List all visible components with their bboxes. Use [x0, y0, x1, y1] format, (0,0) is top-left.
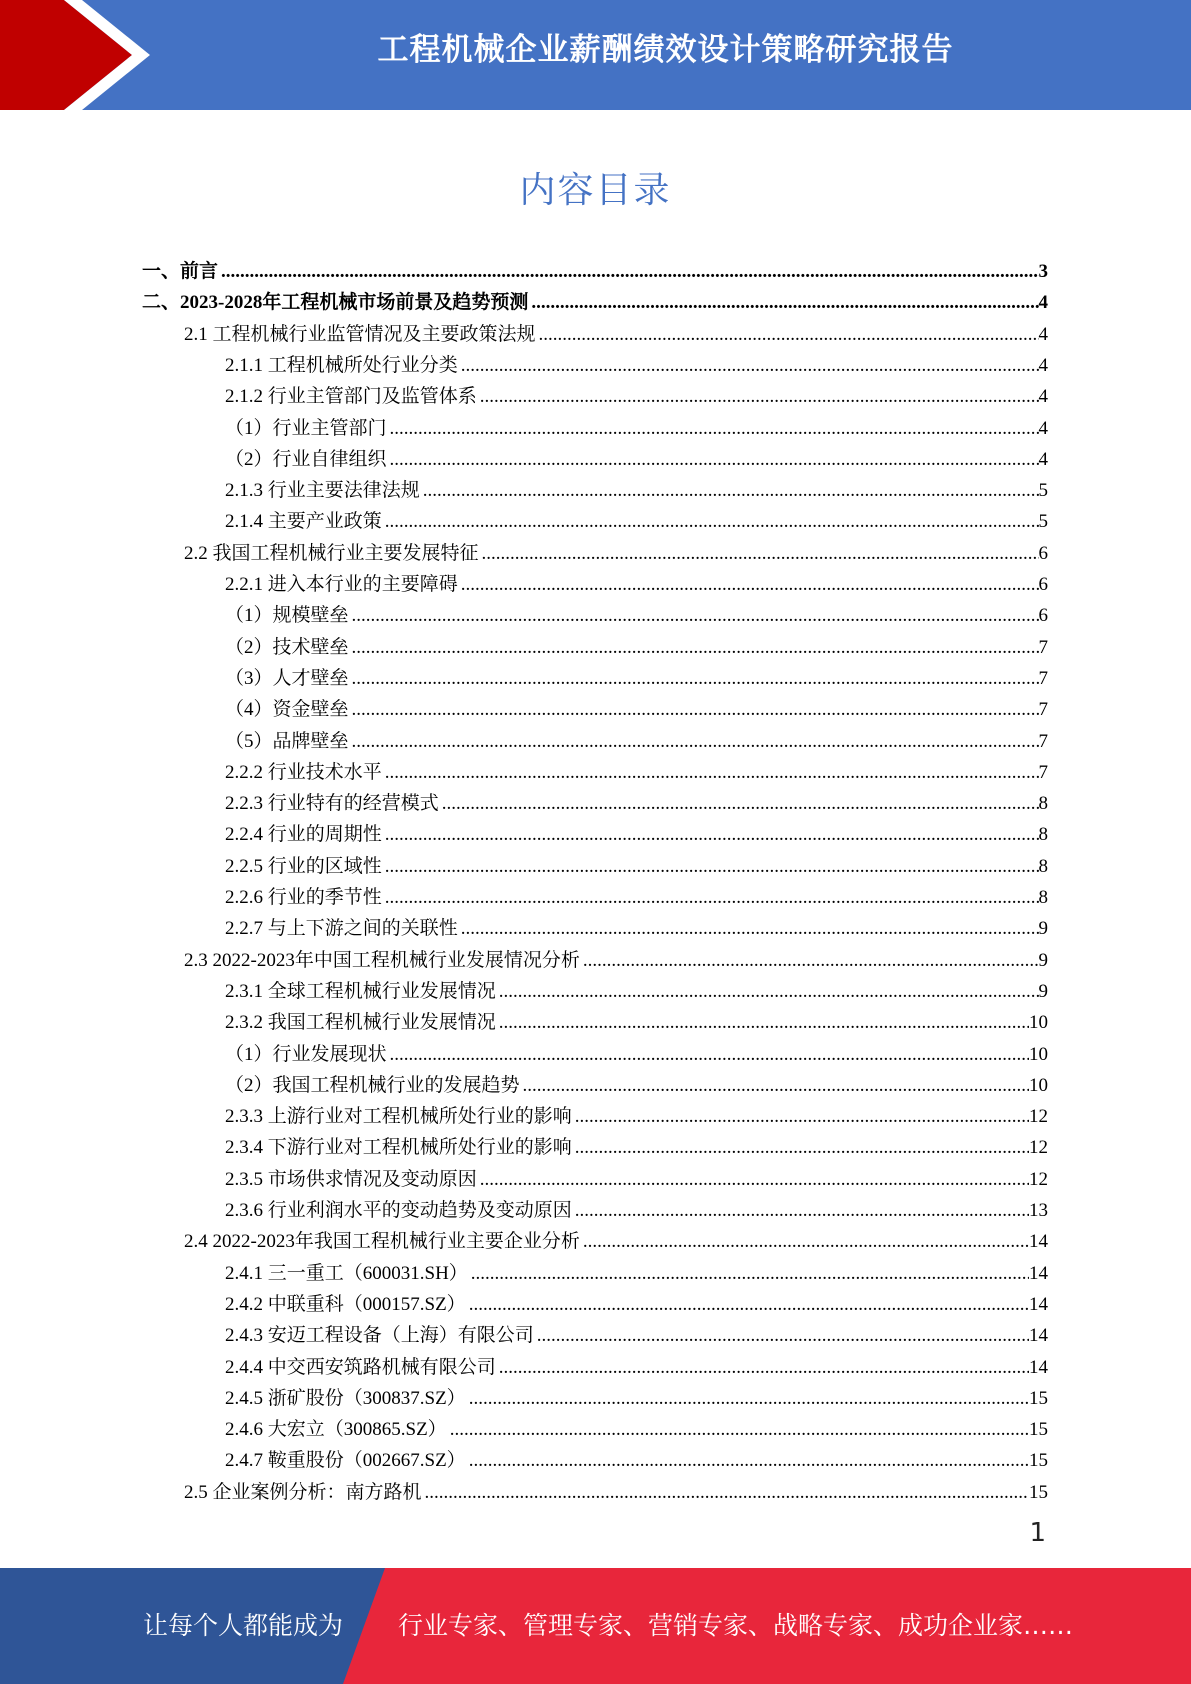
toc-entry-page: 7 — [1038, 667, 1048, 689]
toc-dot-leader — [480, 1168, 1029, 1192]
toc-entry-page: 4 — [1038, 354, 1048, 376]
toc-entry-title: 2.3.3 上游行业对工程机械所处行业的影响 — [225, 1106, 572, 1128]
toc-entry[interactable] — [225, 1411, 1048, 1442]
toc-entry[interactable] — [225, 1036, 1048, 1067]
toc-entry[interactable] — [225, 1349, 1048, 1380]
toc-entry[interactable] — [225, 1192, 1048, 1223]
toc-entry[interactable] — [142, 253, 1048, 284]
toc-entry-title: （4）资金壁垒 — [225, 699, 349, 721]
toc-entry-page: 14 — [1029, 1325, 1048, 1347]
toc-entry[interactable] — [225, 472, 1048, 503]
toc-dot-leader — [425, 1481, 1029, 1505]
toc-entry[interactable] — [225, 848, 1048, 879]
toc-entry[interactable] — [142, 284, 1048, 315]
toc-entry-page: 9 — [1038, 949, 1048, 971]
toc-entry[interactable] — [225, 785, 1048, 816]
toc-entry-page: 14 — [1029, 1262, 1048, 1284]
toc-entry-page: 9 — [1038, 918, 1048, 940]
toc-entry-page: 6 — [1038, 605, 1048, 627]
toc-entry[interactable] — [225, 566, 1048, 597]
toc-entry-title: 一、前言 — [142, 261, 219, 282]
toc-dot-leader — [423, 479, 1039, 503]
toc-entry-title: （2）我国工程机械行业的发展趋势 — [225, 1074, 520, 1096]
toc-entry-title: （2）技术壁垒 — [225, 636, 349, 658]
toc-dot-leader — [469, 1387, 1029, 1411]
toc-entry-page: 4 — [1038, 448, 1048, 470]
toc-dot-leader — [390, 448, 1039, 472]
toc-entry[interactable] — [225, 1442, 1048, 1473]
page-header — [0, 0, 1191, 110]
page-number: 1 — [1029, 1518, 1046, 1548]
toc-entry-title: 2.2.2 行业技术水平 — [225, 761, 382, 783]
toc-entry-page: 15 — [1029, 1419, 1048, 1441]
toc-dot-leader — [531, 291, 1038, 315]
toc-dot-leader — [537, 1324, 1029, 1348]
toc-entry-title: （1）行业发展现状 — [225, 1043, 387, 1065]
toc-entry-page: 10 — [1029, 1043, 1048, 1065]
report-title: 工程机械企业薪酬绩效设计策略研究报告 — [377, 32, 954, 68]
toc-entry[interactable] — [225, 441, 1048, 472]
toc-dot-leader — [461, 917, 1039, 941]
toc-entry[interactable] — [225, 629, 1048, 660]
toc-entry[interactable] — [225, 691, 1048, 722]
toc-entry[interactable] — [225, 597, 1048, 628]
toc-dot-leader — [482, 542, 1039, 566]
toc-heading: 内容目录 — [519, 170, 672, 211]
toc-dot-leader — [352, 698, 1039, 722]
toc-dot-leader — [385, 510, 1039, 534]
toc-entry-page: 4 — [1038, 417, 1048, 439]
toc-entry-title: 2.3.5 市场供求情况及变动原因 — [225, 1168, 477, 1190]
toc-entry-title: 2.3.6 行业利润水平的变动趋势及变动原因 — [225, 1200, 572, 1221]
toc-entry-page: 5 — [1038, 511, 1048, 533]
toc-dot-leader — [575, 1105, 1029, 1129]
toc-entry[interactable] — [225, 1286, 1048, 1317]
toc-entry[interactable] — [184, 1474, 1048, 1505]
toc-entry-title: 2.2.7 与上下游之间的关联性 — [225, 918, 458, 940]
toc-dot-leader — [523, 1074, 1029, 1098]
toc-entry-page: 5 — [1038, 480, 1048, 502]
toc-entry-title: 2.4.4 中交西安筑路机械有限公司 — [225, 1356, 496, 1378]
toc-entry[interactable] — [225, 347, 1048, 378]
toc-entry-title: 2.4 2022-2023年我国工程机械行业主要企业分析 — [184, 1231, 580, 1253]
toc-entry-page: 7 — [1038, 699, 1048, 721]
footer-slogan-right: 行业专家、管理专家、营销专家、战略专家、成功企业家…… — [398, 1611, 1074, 1640]
toc-entry-title: 2.3.1 全球工程机械行业发展情况 — [225, 980, 496, 1002]
toc-entry-page: 14 — [1029, 1293, 1048, 1315]
toc-entry-page: 7 — [1038, 761, 1048, 783]
toc-dot-leader — [583, 1230, 1029, 1254]
toc-entry-page: 13 — [1029, 1200, 1048, 1221]
toc-entry[interactable] — [225, 910, 1048, 941]
toc-entry-title: （1）规模壁垒 — [225, 605, 349, 627]
toc-entry-page: 3 — [1038, 261, 1048, 282]
toc-entry-title: 2.1.2 行业主管部门及监管体系 — [225, 386, 477, 408]
toc-dot-leader — [499, 980, 1039, 1004]
toc-dot-leader — [583, 949, 1039, 973]
toc-dot-leader — [352, 636, 1039, 660]
toc-entry-title: 2.4.6 大宏立（300865.SZ） — [225, 1419, 447, 1441]
toc-entry-page: 14 — [1029, 1356, 1048, 1378]
toc-dot-leader — [352, 667, 1039, 691]
toc-entry-title: （2）行业自律组织 — [225, 448, 387, 470]
toc-dot-leader — [575, 1199, 1029, 1223]
toc-entry-page: 15 — [1029, 1450, 1048, 1472]
toc-entry-page: 9 — [1038, 980, 1048, 1002]
toc-entry-title: （3）人才壁垒 — [225, 667, 349, 689]
toc-entry-page: 12 — [1029, 1106, 1048, 1128]
toc-dot-leader — [385, 761, 1039, 785]
toc-entry[interactable] — [225, 723, 1048, 754]
toc-entry-page: 8 — [1038, 887, 1048, 908]
toc-entry-page: 7 — [1038, 636, 1048, 658]
toc-dot-leader — [352, 604, 1039, 628]
toc-entry[interactable] — [225, 1129, 1048, 1160]
page-footer — [0, 1568, 1191, 1684]
toc-entry[interactable] — [225, 816, 1048, 847]
toc-entry-title: 2.3.2 我国工程机械行业发展情况 — [225, 1012, 496, 1034]
toc-entry-title: 2.4.2 中联重科（000157.SZ） — [225, 1293, 466, 1315]
toc-entry-page: 6 — [1038, 542, 1048, 564]
toc-entry-page: 8 — [1038, 793, 1048, 815]
toc-entry[interactable] — [225, 1380, 1048, 1411]
toc-dot-leader — [499, 1011, 1029, 1035]
toc-entry-title: 2.1.1 工程机械所处行业分类 — [225, 354, 458, 376]
header-arrow-decoration — [0, 0, 160, 110]
toc-dot-leader — [385, 823, 1039, 847]
toc-dot-leader — [539, 323, 1039, 347]
toc-dot-leader — [471, 1262, 1029, 1286]
toc-dot-leader — [450, 1418, 1029, 1442]
toc-entry[interactable] — [225, 1098, 1048, 1129]
toc-entry[interactable] — [225, 410, 1048, 441]
toc-entry-page: 15 — [1029, 1387, 1048, 1409]
toc-entry-page: 8 — [1038, 824, 1048, 846]
toc-entry-title: 2.2.1 进入本行业的主要障碍 — [225, 574, 458, 595]
toc-dot-leader — [442, 792, 1039, 816]
toc-dot-leader — [385, 886, 1039, 910]
toc-entry-page: 4 — [1038, 386, 1048, 408]
toc-entry-title: 2.1.3 行业主要法律法规 — [225, 480, 420, 502]
toc-entry-page: 8 — [1038, 855, 1048, 877]
toc-entry-title: 2.3.4 下游行业对工程机械所处行业的影响 — [225, 1137, 572, 1159]
toc-dot-leader — [469, 1449, 1029, 1473]
toc-entry-page: 10 — [1029, 1074, 1048, 1096]
toc-entry-title: 2.2.4 行业的周期性 — [225, 824, 382, 846]
toc-entry-page: 4 — [1038, 323, 1048, 345]
toc-entry-title: 2.4.1 三一重工（600031.SH） — [225, 1262, 468, 1284]
toc-entry[interactable] — [225, 1255, 1048, 1286]
toc-dot-leader — [461, 573, 1039, 597]
toc-dot-leader — [480, 385, 1039, 409]
toc-dot-leader — [575, 1136, 1029, 1160]
toc-entry-title: 2.2 我国工程机械行业主要发展特征 — [184, 542, 479, 564]
footer-slogan-left: 让每个人都能成为 — [143, 1611, 344, 1640]
toc-entry[interactable] — [184, 535, 1048, 566]
toc-entry[interactable] — [225, 1317, 1048, 1348]
toc-dot-leader — [390, 1043, 1029, 1067]
toc-entry-title: 2.2.3 行业特有的经营模式 — [225, 793, 439, 815]
toc-entry[interactable] — [225, 973, 1048, 1004]
toc-dot-leader — [390, 417, 1039, 441]
toc-entry[interactable] — [225, 1161, 1048, 1192]
toc-entry-title: （5）品牌壁垒 — [225, 730, 349, 752]
toc-entry-title: 二、2023-2028年工程机械市场前景及趋势预测 — [142, 292, 529, 314]
toc-dot-leader — [352, 730, 1039, 754]
toc-entry-title: 2.4.3 安迈工程设备（上海）有限公司 — [225, 1325, 534, 1347]
toc-entry-title: 2.1 工程机械行业监管情况及主要政策法规 — [184, 323, 536, 345]
toc-entry-title: 2.3 2022-2023年中国工程机械行业发展情况分析 — [184, 949, 580, 971]
toc-entry-page: 12 — [1029, 1168, 1048, 1190]
toc-entry[interactable] — [225, 378, 1048, 409]
toc-entry-title: 2.4.5 浙矿股份（300837.SZ） — [225, 1387, 466, 1409]
toc-entry-title: （1）行业主管部门 — [225, 417, 387, 439]
toc-entry[interactable] — [225, 660, 1048, 691]
toc-entry-page: 6 — [1038, 574, 1048, 595]
toc-entry-page: 4 — [1038, 292, 1048, 314]
toc-entry-title: 2.1.4 主要产业政策 — [225, 511, 382, 533]
toc-entry[interactable] — [225, 503, 1048, 534]
toc-entry-title: 2.4.7 鞍重股份（002667.SZ） — [225, 1450, 466, 1472]
toc-entry-title: 2.5 企业案例分析：南方路机 — [184, 1481, 422, 1503]
toc-entry-page: 7 — [1038, 730, 1048, 752]
toc-entry[interactable] — [184, 942, 1048, 973]
toc-entry-page: 10 — [1029, 1012, 1048, 1034]
toc-dot-leader — [469, 1293, 1029, 1317]
toc-entry[interactable] — [184, 316, 1048, 347]
toc-dot-leader — [221, 260, 1038, 284]
toc-entry-page: 15 — [1029, 1481, 1048, 1503]
toc-dot-leader — [461, 354, 1039, 378]
toc-entry-title: 2.2.5 行业的区域性 — [225, 855, 382, 877]
toc-dot-leader — [499, 1356, 1029, 1380]
toc-entry[interactable] — [184, 1223, 1048, 1254]
toc-entry[interactable] — [225, 879, 1048, 910]
toc-entry[interactable] — [225, 1067, 1048, 1098]
toc-entry[interactable] — [225, 1004, 1048, 1035]
toc-entry-title: 2.2.6 行业的季节性 — [225, 887, 382, 908]
toc-dot-leader — [385, 855, 1039, 879]
toc-entry-page: 12 — [1029, 1137, 1048, 1159]
toc-entry[interactable] — [225, 754, 1048, 785]
toc-entry-page: 14 — [1029, 1231, 1048, 1253]
